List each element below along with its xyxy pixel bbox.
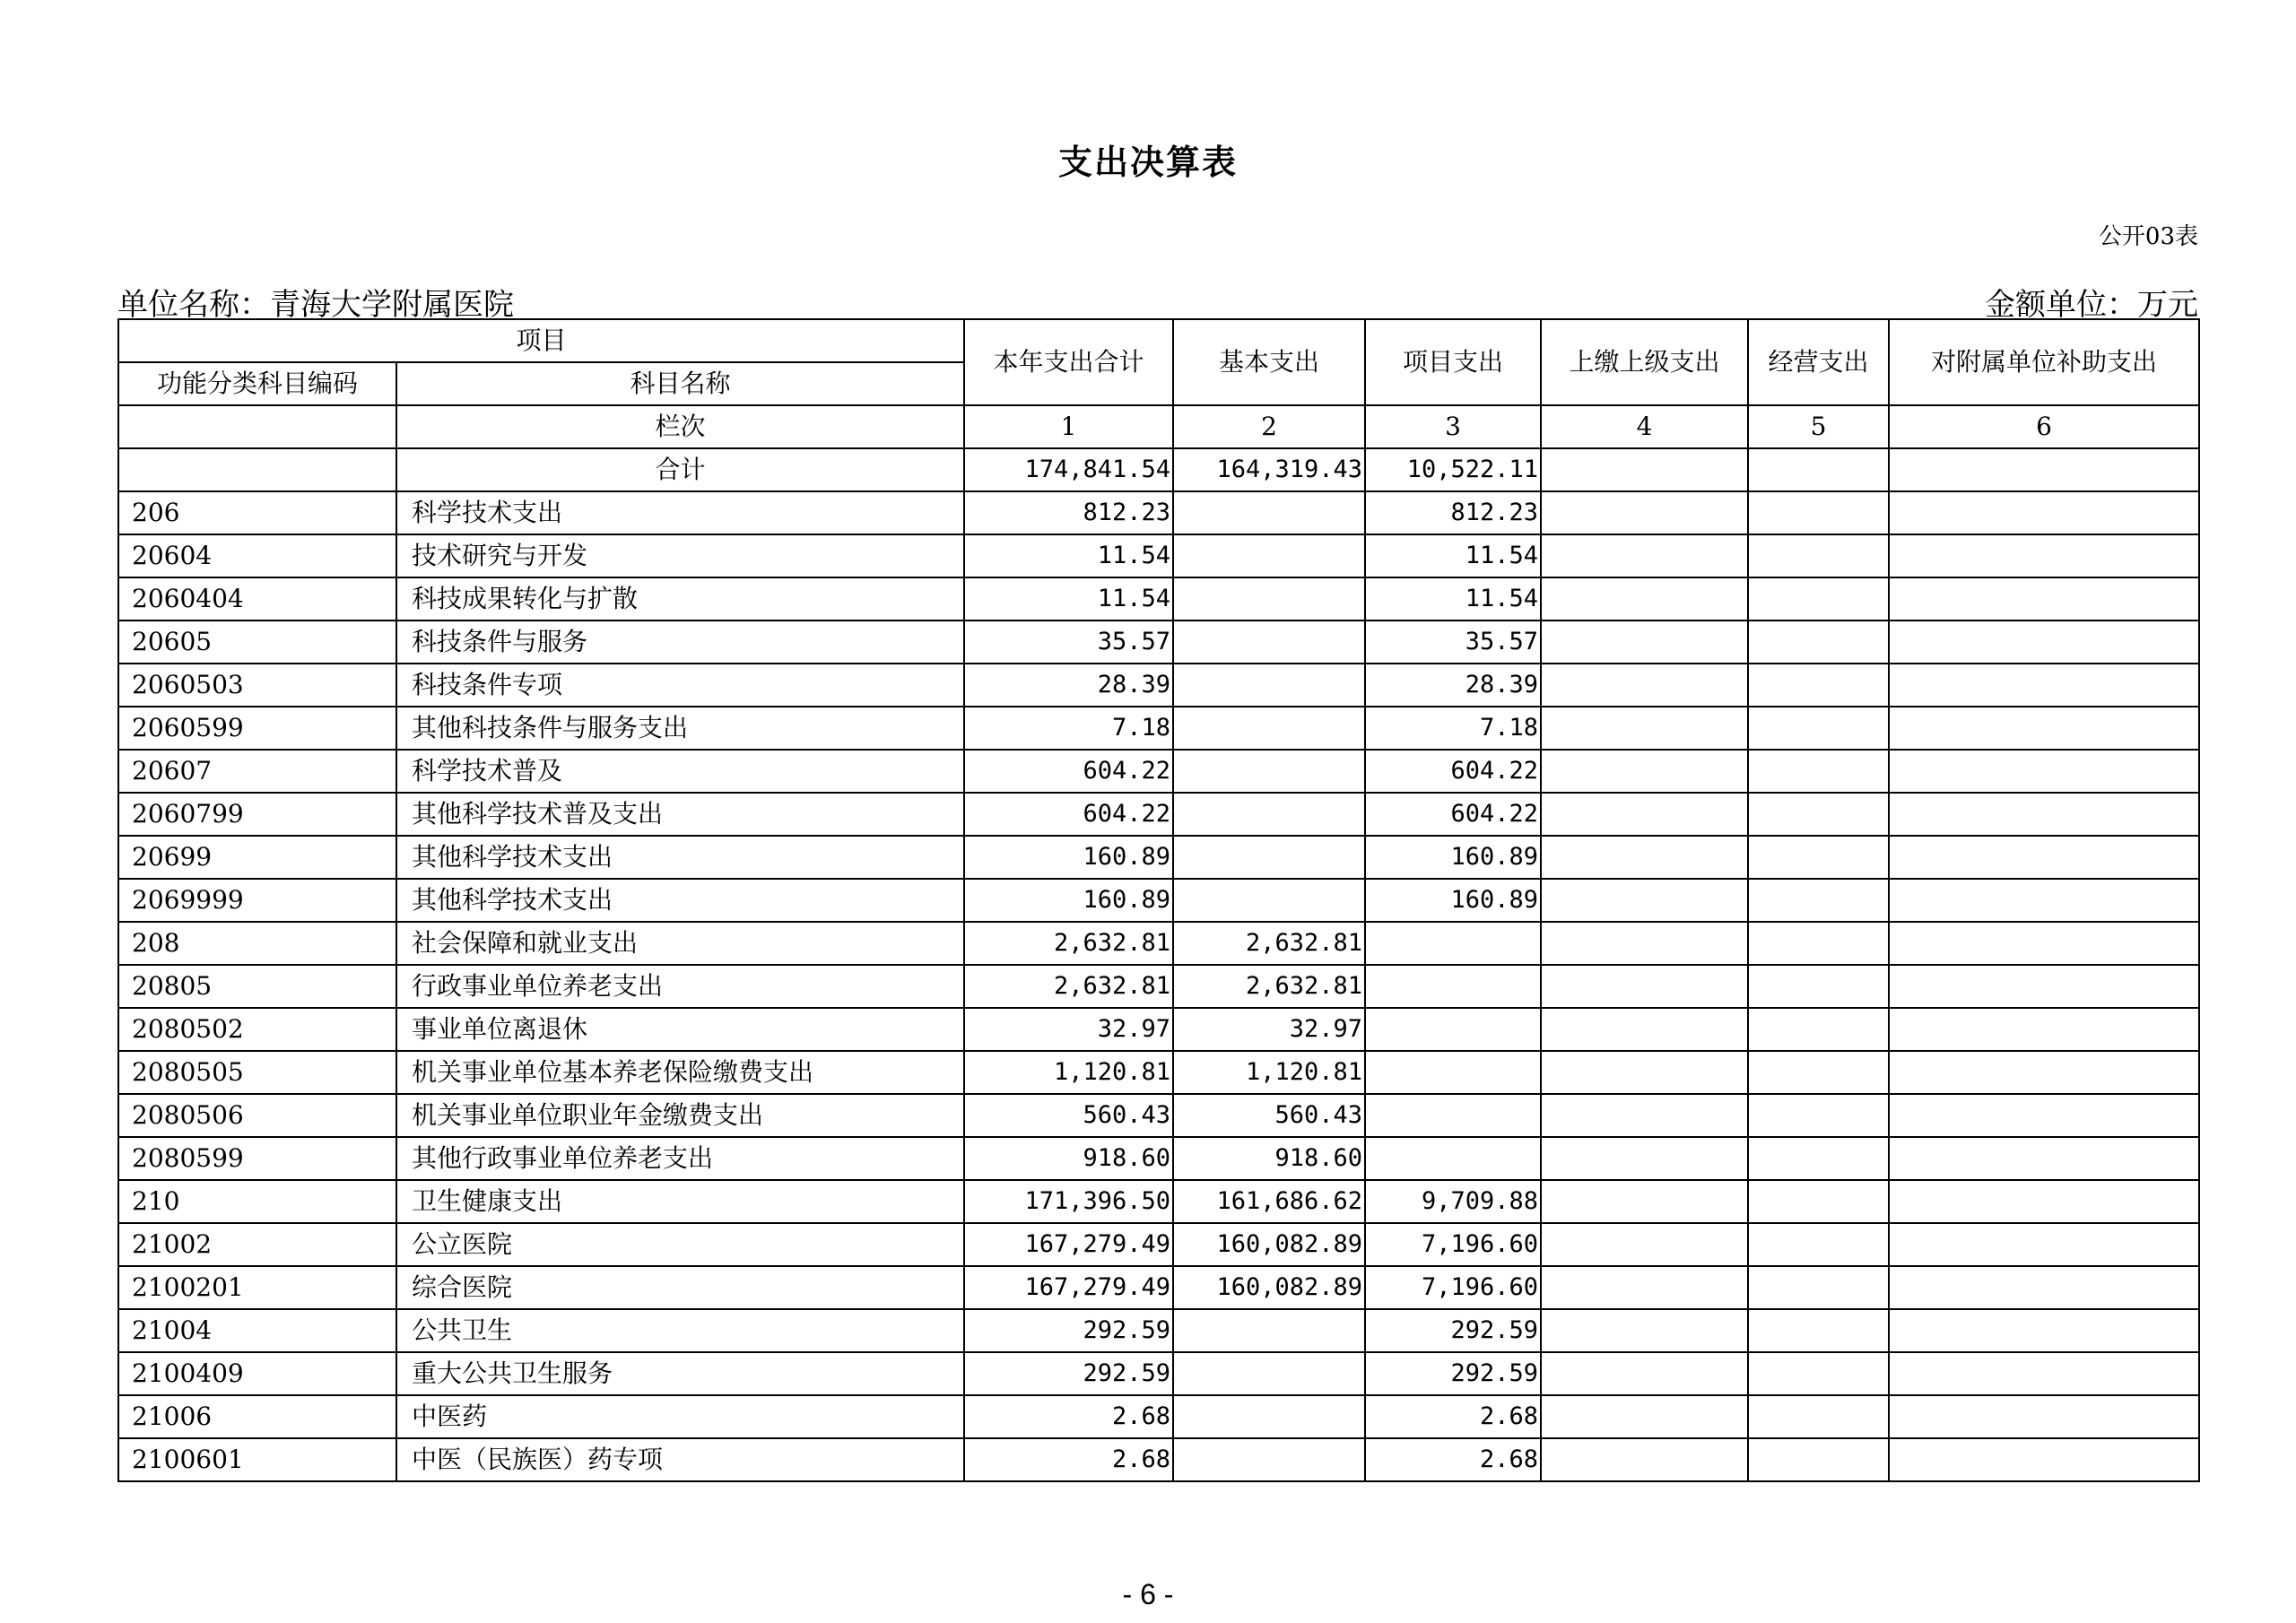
- amount-cell: [1173, 750, 1365, 793]
- amount-cell: [1889, 1352, 2199, 1395]
- amount-cell: [1889, 1309, 2199, 1352]
- table-row: [118, 836, 2199, 879]
- amount-cell: [1541, 707, 1748, 750]
- subject-name: 其他科学技术支出: [396, 836, 964, 879]
- amount-cell: [1889, 965, 2199, 1008]
- amount-cell: 9,709.88: [1365, 1180, 1541, 1223]
- col-number: 1: [964, 405, 1173, 448]
- amount-cell: 812.23: [1365, 491, 1541, 534]
- table-row: [118, 965, 2199, 1008]
- amount-cell: [1365, 1094, 1541, 1137]
- amount-cell: 604.22: [964, 793, 1173, 836]
- amount-cell: [1541, 491, 1748, 534]
- amount-cell: [1365, 1137, 1541, 1180]
- table-row: [118, 1309, 2199, 1352]
- subject-code: 2080505: [118, 1051, 396, 1094]
- table-row: [118, 1180, 2199, 1223]
- amount-cell: [1541, 1352, 1748, 1395]
- amount-cell: 7.18: [964, 707, 1173, 750]
- amount-cell: [1748, 965, 1889, 1008]
- subject-code: 20605: [118, 621, 396, 664]
- subject-code: 210: [118, 1180, 396, 1223]
- amount-cell: [1173, 1352, 1365, 1395]
- amount-cell: [1889, 1180, 2199, 1223]
- table-row: [118, 491, 2199, 534]
- subject-name: 技术研究与开发: [396, 534, 964, 577]
- amount-cell: [1889, 491, 2199, 534]
- amount-cell: 2,632.81: [1173, 965, 1365, 1008]
- amount-cell: [1541, 1309, 1748, 1352]
- amount-cell: [1173, 491, 1365, 534]
- subject-name: 机关事业单位基本养老保险缴费支出: [396, 1051, 964, 1094]
- amount-cell: [1889, 534, 2199, 577]
- amount-cell: [1541, 1051, 1748, 1094]
- amount-cell: [1541, 1180, 1748, 1223]
- amount-cell: 35.57: [1365, 621, 1541, 664]
- amount-cell: [1889, 1094, 2199, 1137]
- amount-cell: [1889, 879, 2199, 922]
- subject-code: 2100601: [118, 1438, 396, 1481]
- amount-cell: [1173, 664, 1365, 707]
- subject-name: 其他行政事业单位养老支出: [396, 1137, 964, 1180]
- amount-cell: [1173, 793, 1365, 836]
- table-row: [118, 1051, 2199, 1094]
- amount-cell: [1173, 577, 1365, 621]
- amount-cell: 2,632.81: [964, 922, 1173, 965]
- amount-cell: 918.60: [964, 1137, 1173, 1180]
- total-value: 174,841.54: [964, 448, 1173, 491]
- amount-cell: [1541, 1223, 1748, 1266]
- amount-cell: 7,196.60: [1365, 1266, 1541, 1309]
- subject-name: 中医（民族医）药专项: [396, 1438, 964, 1481]
- amount-cell: 292.59: [964, 1352, 1173, 1395]
- subject-name: 公立医院: [396, 1223, 964, 1266]
- amount-cell: [1541, 836, 1748, 879]
- amount-cell: 604.22: [964, 750, 1173, 793]
- amount-cell: 160.89: [964, 879, 1173, 922]
- subject-name: 科技条件专项: [396, 664, 964, 707]
- header-col-subsidy: 对附属单位补助支出: [1889, 319, 2199, 405]
- amount-cell: 604.22: [1365, 793, 1541, 836]
- amount-cell: [1173, 1395, 1365, 1438]
- header-col-upper: 上缴上级支出: [1541, 319, 1748, 405]
- amount-cell: 160.89: [964, 836, 1173, 879]
- amount-cell: [1541, 577, 1748, 621]
- amount-cell: [1541, 1137, 1748, 1180]
- amount-cell: [1541, 750, 1748, 793]
- amount-cell: 2,632.81: [1173, 922, 1365, 965]
- amount-cell: [1541, 1395, 1748, 1438]
- amount-cell: [1748, 1438, 1889, 1481]
- amount-cell: [1748, 621, 1889, 664]
- subject-name: 社会保障和就业支出: [396, 922, 964, 965]
- amount-cell: [1748, 793, 1889, 836]
- amount-cell: [1889, 1438, 2199, 1481]
- amount-cell: 160.89: [1365, 836, 1541, 879]
- amount-cell: [1889, 621, 2199, 664]
- amount-cell: [1748, 1266, 1889, 1309]
- col-number: 4: [1541, 405, 1748, 448]
- amount-cell: 2.68: [1365, 1395, 1541, 1438]
- table-row: [118, 1008, 2199, 1051]
- expenditure-table: [117, 318, 2200, 1482]
- subject-code: 2060599: [118, 707, 396, 750]
- col-number: 6: [1889, 405, 2199, 448]
- amount-cell: [1889, 577, 2199, 621]
- total-value: [1748, 448, 1889, 491]
- amount-cell: [1748, 1094, 1889, 1137]
- amount-cell: [1365, 1008, 1541, 1051]
- subject-code: 2060799: [118, 793, 396, 836]
- subject-code: 206: [118, 491, 396, 534]
- amount-cell: [1889, 922, 2199, 965]
- amount-cell: [1748, 707, 1889, 750]
- page-title: 支出决算表: [1057, 142, 1238, 182]
- amount-cell: [1748, 1395, 1889, 1438]
- amount-cell: [1889, 793, 2199, 836]
- amount-cell: [1748, 1051, 1889, 1094]
- amount-cell: [1541, 534, 1748, 577]
- amount-cell: 11.54: [1365, 577, 1541, 621]
- money-unit: 金额单位：万元: [1985, 287, 2198, 323]
- header-col-operating: 经营支出: [1748, 319, 1889, 405]
- col-number: 3: [1365, 405, 1541, 448]
- total-label: 合计: [396, 448, 964, 491]
- amount-cell: 160,082.89: [1173, 1266, 1365, 1309]
- amount-cell: 560.43: [1173, 1094, 1365, 1137]
- subject-name: 综合医院: [396, 1266, 964, 1309]
- amount-cell: [1748, 836, 1889, 879]
- table-row: [118, 1266, 2199, 1309]
- amount-cell: [1173, 1309, 1365, 1352]
- page-number: - 6 -: [1122, 1578, 1174, 1610]
- subject-name: 科技条件与服务: [396, 621, 964, 664]
- subject-name: 其他科技条件与服务支出: [396, 707, 964, 750]
- amount-cell: [1748, 1008, 1889, 1051]
- subject-code: 20604: [118, 534, 396, 577]
- subject-name: 卫生健康支出: [396, 1180, 964, 1223]
- table-row: [118, 1223, 2199, 1266]
- amount-cell: 11.54: [964, 577, 1173, 621]
- subject-code: 2080502: [118, 1008, 396, 1051]
- amount-cell: 292.59: [964, 1309, 1173, 1352]
- amount-cell: [1748, 664, 1889, 707]
- amount-cell: [1541, 1094, 1748, 1137]
- subject-name: 科学技术支出: [396, 491, 964, 534]
- amount-cell: [1748, 922, 1889, 965]
- amount-cell: [1541, 879, 1748, 922]
- amount-cell: [1748, 1223, 1889, 1266]
- amount-cell: 160,082.89: [1173, 1223, 1365, 1266]
- amount-cell: [1748, 1352, 1889, 1395]
- table-row: [118, 621, 2199, 664]
- amount-cell: [1541, 664, 1748, 707]
- amount-cell: 7.18: [1365, 707, 1541, 750]
- subject-code: 20607: [118, 750, 396, 793]
- table-row: [118, 1395, 2199, 1438]
- subject-name: 科技成果转化与扩散: [396, 577, 964, 621]
- table-row: [118, 922, 2199, 965]
- amount-cell: [1365, 922, 1541, 965]
- subject-code: 2060404: [118, 577, 396, 621]
- subject-code: 21002: [118, 1223, 396, 1266]
- amount-cell: 7,196.60: [1365, 1223, 1541, 1266]
- amount-cell: 2.68: [964, 1395, 1173, 1438]
- table-row: [118, 1438, 2199, 1481]
- col-number: 5: [1748, 405, 1889, 448]
- subject-code: 2069999: [118, 879, 396, 922]
- amount-cell: 1,120.81: [1173, 1051, 1365, 1094]
- amount-cell: [1748, 491, 1889, 534]
- total-value: 10,522.11: [1365, 448, 1541, 491]
- subject-code: 2080506: [118, 1094, 396, 1137]
- total-value: [1889, 448, 2199, 491]
- unit-name: 单位名称：青海大学附属医院: [117, 287, 514, 323]
- amount-cell: [1541, 1266, 1748, 1309]
- subject-name: 公共卫生: [396, 1309, 964, 1352]
- amount-cell: 604.22: [1365, 750, 1541, 793]
- subject-name: 机关事业单位职业年金缴费支出: [396, 1094, 964, 1137]
- amount-cell: [1541, 793, 1748, 836]
- amount-cell: [1173, 879, 1365, 922]
- amount-cell: [1541, 922, 1748, 965]
- amount-cell: [1541, 1438, 1748, 1481]
- table-row: [118, 750, 2199, 793]
- header-col-project: 项目支出: [1365, 319, 1541, 405]
- subject-code: 20699: [118, 836, 396, 879]
- amount-cell: 167,279.49: [964, 1266, 1173, 1309]
- amount-cell: [1173, 534, 1365, 577]
- table-row: [118, 1352, 2199, 1395]
- header-col-total: 本年支出合计: [964, 319, 1173, 405]
- amount-cell: 28.39: [964, 664, 1173, 707]
- amount-cell: [1173, 621, 1365, 664]
- table-row: [118, 1137, 2199, 1180]
- subject-name: 中医药: [396, 1395, 964, 1438]
- amount-cell: [1365, 965, 1541, 1008]
- table-row: [118, 577, 2199, 621]
- amount-cell: [1173, 1438, 1365, 1481]
- amount-cell: 167,279.49: [964, 1223, 1173, 1266]
- amount-cell: [1748, 879, 1889, 922]
- amount-cell: [1889, 1008, 2199, 1051]
- amount-cell: [1748, 577, 1889, 621]
- amount-cell: 2.68: [964, 1438, 1173, 1481]
- form-number: 公开03表: [2098, 223, 2198, 250]
- amount-cell: [1173, 707, 1365, 750]
- subject-code: 2100201: [118, 1266, 396, 1309]
- table-row: [118, 879, 2199, 922]
- amount-cell: [1541, 621, 1748, 664]
- subject-code: 20805: [118, 965, 396, 1008]
- subject-name: 重大公共卫生服务: [396, 1352, 964, 1395]
- amount-cell: [1748, 1180, 1889, 1223]
- amount-cell: [1889, 1395, 2199, 1438]
- empty-cell: [118, 405, 396, 448]
- subject-name: 其他科学技术支出: [396, 879, 964, 922]
- amount-cell: [1173, 836, 1365, 879]
- amount-cell: [1889, 707, 2199, 750]
- amount-cell: [1889, 1051, 2199, 1094]
- amount-cell: 918.60: [1173, 1137, 1365, 1180]
- total-value: 164,319.43: [1173, 448, 1365, 491]
- amount-cell: 171,396.50: [964, 1180, 1173, 1223]
- amount-cell: [1748, 1309, 1889, 1352]
- amount-cell: 2.68: [1365, 1438, 1541, 1481]
- amount-cell: 160.89: [1365, 879, 1541, 922]
- amount-cell: 812.23: [964, 491, 1173, 534]
- amount-cell: [1889, 1137, 2199, 1180]
- row-label: 栏次: [396, 405, 964, 448]
- amount-cell: [1889, 1266, 2199, 1309]
- header-item: 项目: [118, 319, 964, 362]
- amount-cell: [1748, 534, 1889, 577]
- total-row: [118, 448, 2199, 491]
- amount-cell: 11.54: [1365, 534, 1541, 577]
- subject-name: 事业单位离退休: [396, 1008, 964, 1051]
- subject-name: 其他科学技术普及支出: [396, 793, 964, 836]
- amount-cell: 32.97: [964, 1008, 1173, 1051]
- amount-cell: [1889, 664, 2199, 707]
- table-row: [118, 1094, 2199, 1137]
- amount-cell: 292.59: [1365, 1352, 1541, 1395]
- empty-cell: [118, 448, 396, 491]
- header-code: 功能分类科目编码: [118, 362, 396, 405]
- header-col-basic: 基本支出: [1173, 319, 1365, 405]
- table-row: [118, 534, 2199, 577]
- amount-cell: [1889, 836, 2199, 879]
- amount-cell: 35.57: [964, 621, 1173, 664]
- subject-code: 21004: [118, 1309, 396, 1352]
- amount-cell: 560.43: [964, 1094, 1173, 1137]
- total-value: [1541, 448, 1748, 491]
- amount-cell: 32.97: [1173, 1008, 1365, 1051]
- amount-cell: [1541, 1008, 1748, 1051]
- subject-name: 科学技术普及: [396, 750, 964, 793]
- amount-cell: [1748, 1137, 1889, 1180]
- amount-cell: [1889, 1223, 2199, 1266]
- header-name: 科目名称: [396, 362, 964, 405]
- amount-cell: 292.59: [1365, 1309, 1541, 1352]
- table-row: [118, 707, 2199, 750]
- amount-cell: 1,120.81: [964, 1051, 1173, 1094]
- subject-code: 208: [118, 922, 396, 965]
- col-number: 2: [1173, 405, 1365, 448]
- amount-cell: 161,686.62: [1173, 1180, 1365, 1223]
- subject-name: 行政事业单位养老支出: [396, 965, 964, 1008]
- amount-cell: 28.39: [1365, 664, 1541, 707]
- subject-code: 2080599: [118, 1137, 396, 1180]
- amount-cell: [1365, 1051, 1541, 1094]
- table-row: [118, 664, 2199, 707]
- amount-cell: [1889, 750, 2199, 793]
- table-row: [118, 793, 2199, 836]
- amount-cell: [1748, 750, 1889, 793]
- subject-code: 21006: [118, 1395, 396, 1438]
- amount-cell: 11.54: [964, 534, 1173, 577]
- subject-code: 2100409: [118, 1352, 396, 1395]
- amount-cell: 2,632.81: [964, 965, 1173, 1008]
- amount-cell: [1541, 965, 1748, 1008]
- subject-code: 2060503: [118, 664, 396, 707]
